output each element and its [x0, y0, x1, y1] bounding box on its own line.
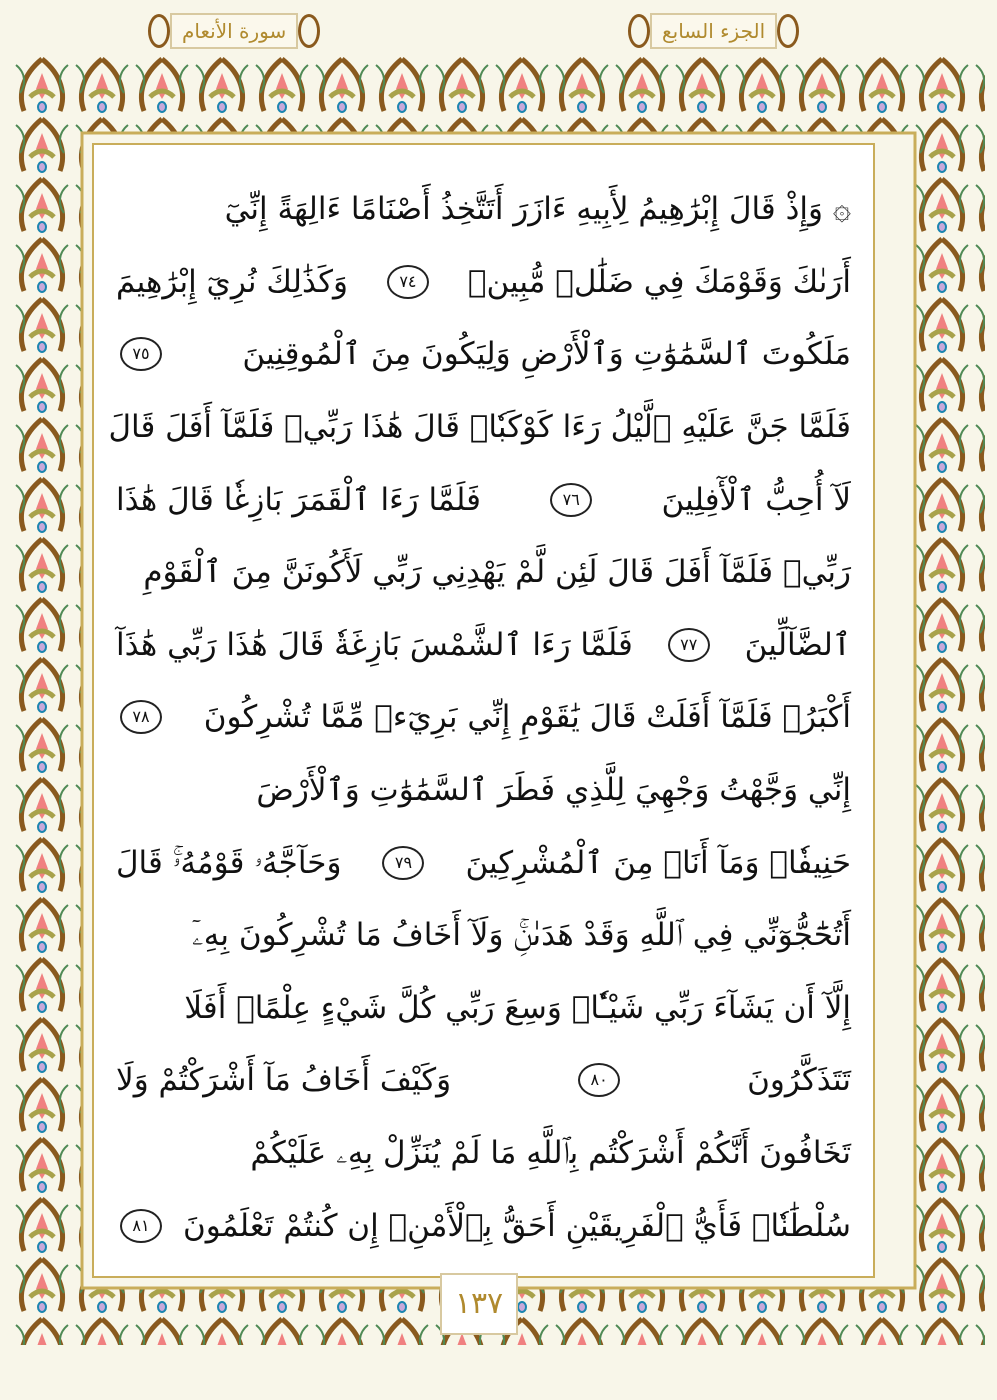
verse-text: إِنِّي وَجَّهْتُ وَجْهِيَ لِلَّذِي فَطَرَ ٱلسَّمَٰوَٰتِ وَٱلْأَرْضَ	[256, 772, 851, 809]
verse-text: إِلَّآ أَن يَشَآءَ رَبِّي شَيْـٔٗاۗ وَسِعَ رَبِّي كُلَّ شَيْءٍ عِلْمًاۚ أَفَلَا	[184, 989, 851, 1026]
verse-text: ٱلضَّآلِّينَ	[744, 626, 851, 663]
ayah-number-marker: ٧٥	[120, 337, 162, 371]
quran-text-area	[92, 143, 875, 1278]
verse-text: مَلَكُوتَ ٱلسَّمَٰوَٰتِ وَٱلْأَرْضِ وَلِيَكُونَ مِنَ ٱلْمُوقِنِينَ	[242, 336, 851, 373]
text-line	[116, 536, 851, 609]
verse-text: تَخَافُونَ أَنَّكُمْ أَشْرَكْتُم بِٱللَّهِ مَا لَمْ يُنَزِّلْ بِهِۦ عَلَيْكُمْ	[250, 1135, 851, 1172]
ornament-right-icon	[777, 14, 799, 48]
verse-text: تَتَذَكَّرُونَ	[747, 1062, 851, 1099]
ayah-number-marker: ٧٤	[387, 265, 429, 299]
text-line	[116, 1044, 851, 1117]
text-line	[108, 391, 851, 464]
text-line	[116, 609, 851, 682]
juz-label: الجزء السابع	[650, 13, 777, 49]
verse-text: أَرَىٰكَ وَقَوْمَكَ فِي ضَلَٰلٖ مُّبِينٖ	[467, 263, 851, 300]
verse-text: أَكْبَرُۖ فَلَمَّآ أَفَلَتْ قَالَ يَٰقَوْمِ إِنِّي بَرِيٓءٞ مِّمَّا تُشْرِكُونَ	[203, 699, 851, 736]
surah-label: سورة الأنعام	[170, 13, 298, 49]
ayah-number-marker: ٧٧	[668, 628, 710, 662]
verse-text: وَحَآجَّهُۥ قَوْمُهُۥۚ قَالَ	[116, 844, 342, 881]
text-line	[116, 1117, 851, 1190]
ornament-left-icon	[148, 14, 170, 48]
text-line	[116, 754, 851, 827]
verse-text: وَكَيْفَ أَخَافُ مَآ أَشْرَكْتُمْ وَلَا	[116, 1062, 452, 1099]
text-line	[116, 463, 851, 536]
ornament-left-icon	[628, 14, 650, 48]
text-line	[116, 173, 851, 246]
page-number: ١٣٧	[440, 1273, 518, 1335]
text-line	[116, 899, 851, 972]
verse-text: وَكَذَٰلِكَ نُرِيٓ إِبْرَٰهِيمَ	[116, 263, 348, 300]
ayah-number-marker: ٧٨	[120, 700, 162, 734]
text-line	[116, 1189, 851, 1262]
verse-text: أَتُحَٰٓجُّوٓنِّي فِي ٱللَّهِ وَقَدْ هَدَىٰنِۚ وَلَآ أَخَافُ مَا تُشْرِكُونَ بِهِۦٓ	[192, 917, 851, 954]
verse-text: فَلَمَّا رَءَا ٱلشَّمْسَ بَازِغَةٗ قَالَ هَٰذَا رَبِّي هَٰذَآ	[116, 626, 633, 663]
text-line	[116, 681, 851, 754]
ayah-number-marker: ٨١	[120, 1209, 162, 1243]
text-line	[116, 318, 851, 391]
verse-lines	[108, 173, 851, 1262]
verse-text: حَنِيفٗاۖ وَمَآ أَنَا۠ مِنَ ٱلْمُشْرِكِينَ	[465, 844, 851, 881]
ayah-number-marker: ٧٩	[382, 846, 424, 880]
juz-header	[628, 12, 799, 50]
verse-text: فَلَمَّا رَءَا ٱلْقَمَرَ بَازِغٗا قَالَ هَٰذَا	[116, 481, 481, 518]
verse-text: رَبِّيۖ فَلَمَّآ أَفَلَ قَالَ لَئِن لَّمْ يَهْدِنِي رَبِّي لَأَكُونَنَّ مِنَ ٱلْقَوْمِ	[143, 554, 851, 591]
verse-text: سُلْطَٰنٗاۚ فَأَيُّ ٱلْفَرِيقَيْنِ أَحَقُّ بِٱلْأَمْنِۖ إِن كُنتُمْ تَعْلَمُونَ	[182, 1207, 851, 1244]
text-line	[116, 246, 851, 319]
verse-text: فَلَمَّا جَنَّ عَلَيْهِ ٱلَّيْلُ رَءَا كَوْكَبٗاۖ قَالَ هَٰذَا رَبِّيۖ فَلَمَّآ أَفَلَ قَالَ	[108, 409, 851, 446]
text-line	[116, 972, 851, 1045]
ayah-number-marker: ٧٦	[550, 483, 592, 517]
ornament-right-icon	[298, 14, 320, 48]
ayah-number-marker: ٨٠	[578, 1063, 620, 1097]
surah-header	[148, 12, 320, 50]
verse-text: ۞ وَإِذْ قَالَ إِبْرَٰهِيمُ لِأَبِيهِ ءَازَرَ أَتَتَّخِذُ أَصْنَامًا ءَالِهَةً إِنِّيٓ	[224, 191, 851, 228]
verse-text: لَآ أُحِبُّ ٱلْأٓفِلِينَ	[661, 481, 851, 518]
text-line	[116, 826, 851, 899]
